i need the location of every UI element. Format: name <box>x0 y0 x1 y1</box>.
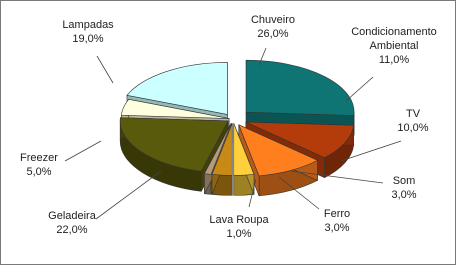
slice-label-chuveiro: Chuveiro 26,0% <box>250 14 296 40</box>
leader-line-condicionamento-ambiental <box>346 77 373 101</box>
leader-line-freezer <box>65 141 101 161</box>
slice-label-freezer: Freezer 5,0% <box>20 152 58 178</box>
leader-line-lampadas <box>97 56 113 83</box>
leader-line-geladeira <box>96 171 161 219</box>
slice-label-geladeira: Geladeira 22,0% <box>48 210 96 236</box>
slice-label-som: Som 3,0% <box>391 175 417 201</box>
pie-chart <box>1 1 455 264</box>
slice-label-condicionamento-ambiental: Condicionamento Ambiental 11,0% <box>351 26 437 66</box>
slice-label-tv: TV 10,0% <box>397 108 429 134</box>
slice-label-lampadas: Lampadas 19,0% <box>62 19 114 45</box>
slice-label-lava-roupa: Lava Roupa 1,0% <box>209 214 269 240</box>
slice-label-ferro: Ferro 3,0% <box>323 208 351 234</box>
